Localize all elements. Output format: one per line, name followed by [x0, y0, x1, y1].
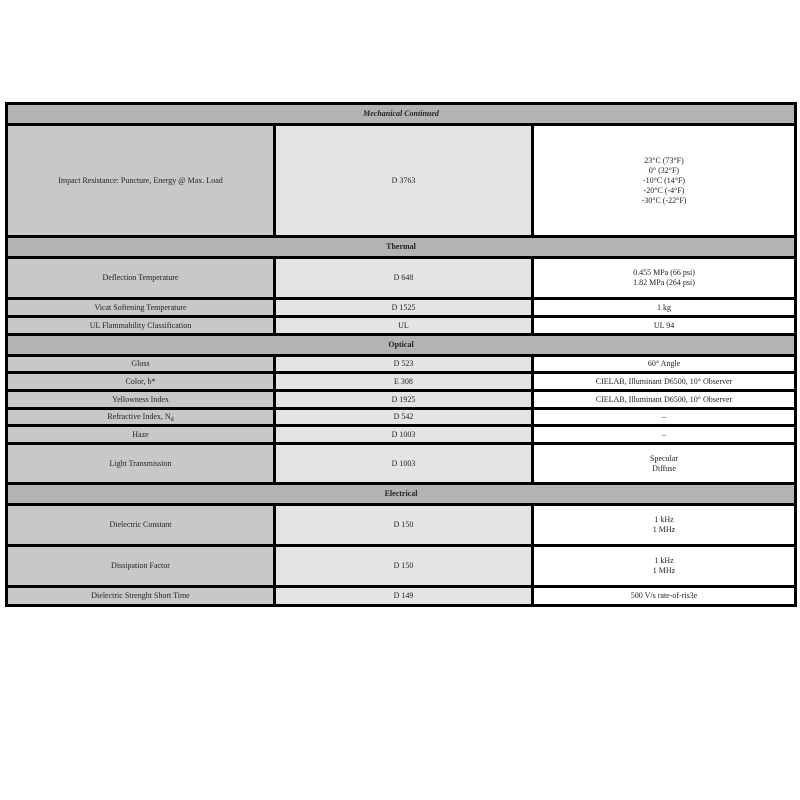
condition-line: Diffuse: [652, 463, 676, 473]
section-header-electrical: [7, 484, 796, 505]
condition-line: 1 MHz: [652, 566, 676, 575]
property-name: [7, 409, 275, 426]
test-method: D 149: [275, 587, 533, 606]
properties-table: [5, 102, 797, 607]
table-row: [7, 505, 796, 546]
property-name: Light Transmission: [7, 444, 275, 484]
test-conditions: UL 94: [533, 317, 796, 335]
property-name: Yellowness Index: [7, 391, 275, 409]
property-name: Color, b*: [7, 373, 275, 391]
test-method: D 648: [275, 258, 533, 299]
table-row: [7, 546, 796, 587]
property-name: Dielectric Strenght Short Time: [7, 587, 275, 606]
table-row: [7, 125, 796, 237]
section-header-optical: [7, 335, 796, 356]
test-method: E 308: [275, 373, 533, 391]
condition-line: 1 MHz: [652, 525, 676, 534]
section-title: Optical: [7, 335, 796, 356]
property-subscript: d: [170, 417, 174, 423]
test-method: D 150: [275, 505, 533, 546]
property-name: Gloss: [7, 356, 275, 373]
condition-line: 0.455 MPa (66 psi): [633, 268, 695, 277]
table-row: [7, 426, 796, 444]
test-conditions: [533, 258, 796, 299]
test-method: D 1003: [275, 444, 533, 484]
section-title: Thermal: [7, 237, 796, 258]
test-conditions: 1 kg: [533, 299, 796, 317]
test-method: D 523: [275, 356, 533, 373]
table-row: [7, 391, 796, 409]
table-row: [7, 356, 796, 373]
table-row: [7, 444, 796, 484]
property-name: Dielectric Constant: [7, 505, 275, 546]
test-method: UL: [275, 317, 533, 335]
test-conditions: 60° Angle: [533, 356, 796, 373]
test-conditions: [533, 505, 796, 546]
section-header-thermal: [7, 237, 796, 258]
property-name: Dissipation Factor: [7, 546, 275, 587]
table-row: [7, 587, 796, 606]
property-name: Impact Resistance: Puncture, Energy @ Max. Load: [7, 125, 275, 237]
property-label: Refractive Index, N: [107, 412, 171, 421]
condition-line: Specular: [650, 453, 679, 463]
property-name: UL Flammability Classification: [7, 317, 275, 335]
test-conditions: [533, 125, 796, 237]
table-row: [7, 258, 796, 299]
test-method: D 1003: [275, 426, 533, 444]
test-method: D 1925: [275, 391, 533, 409]
property-name: Vicat Softening Temperature: [7, 299, 275, 317]
condition-line: -20°C (-4°F): [643, 185, 685, 195]
test-method: D 150: [275, 546, 533, 587]
condition-line: -10°C (14°F): [642, 175, 686, 185]
test-method: D 1525: [275, 299, 533, 317]
table-row: [7, 373, 796, 391]
table-row: [7, 409, 796, 426]
test-conditions: 500 V/s rate-of-ris3e: [533, 587, 796, 606]
section-title: Electrical: [7, 484, 796, 505]
test-conditions: –: [533, 426, 796, 444]
test-method: D 3763: [275, 125, 533, 237]
table-row: [7, 317, 796, 335]
test-method: D 542: [275, 409, 533, 426]
condition-line: 1.82 MPa (264 psi): [633, 278, 695, 287]
test-conditions: [533, 546, 796, 587]
test-conditions: CIELAB, Illuminant D6500, 10° Observer: [533, 373, 796, 391]
condition-line: 1 kHz: [654, 556, 674, 565]
spec-sheet: [5, 102, 794, 607]
condition-line: 0° (32°F): [648, 165, 680, 175]
test-conditions: CIELAB, Illuminant D6500, 10° Observer: [533, 391, 796, 409]
property-name: Deflection Temperature: [7, 258, 275, 299]
property-name: Haze: [7, 426, 275, 444]
test-conditions: –: [533, 409, 796, 426]
condition-line: 23°C (73°F): [644, 155, 684, 165]
condition-line: -30°C (-22°F): [641, 195, 687, 205]
condition-line: 1 kHz: [654, 515, 674, 524]
section-header-mechanical-continued: [7, 104, 796, 125]
test-conditions: [533, 444, 796, 484]
table-row: [7, 299, 796, 317]
section-title: Mechanical Continued: [7, 104, 796, 125]
